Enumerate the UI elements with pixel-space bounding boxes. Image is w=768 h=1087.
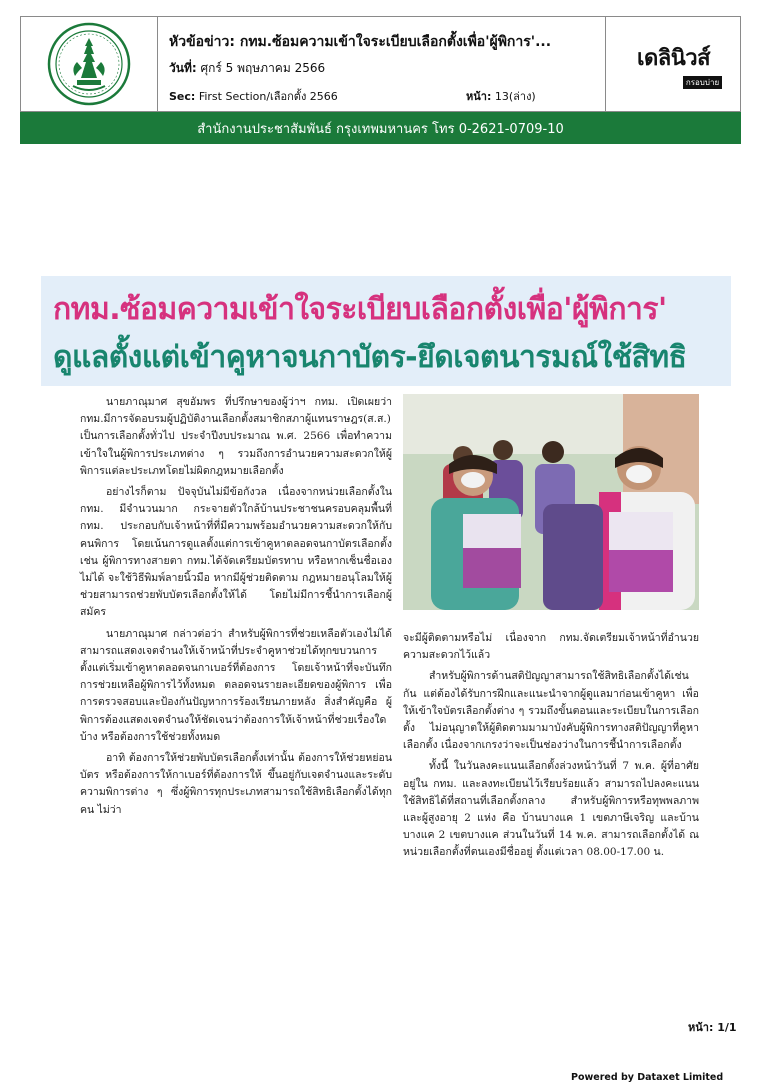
header (20, 16, 741, 112)
article-paragraph: สำหรับผู้พิการด้านสติปัญญาสามารถใช้สิทธิเลือกตั้งได้เช่นกัน แต่ต้องได้รับการฝึกและแนะนำจากผู้ดูแลมาก่อนเข้าคูหา เพื่อให้เข้าใจบัตรเลือกตั้งต่าง ๆ รวมถึงขั้นตอนและระเบียบในการเลือกตั้ง ไม่อนุญาตให้ผู้ติดตามมามาบังคับผู้พิการทางสติปัญญาที่คูหาเลือกตั้ง เนื่องจากเกรงว่าจะเป็นช่องว่างในการชี้นำการเลือกตั้ง (403, 670, 699, 752)
publication-edition: กรอบบ่าย (683, 76, 722, 89)
article-paragraph: นายภาณุมาศ กล่าวต่อว่า สำหรับผู้พิการที่ช่วยเหลือตัวเองไม่ได้ สามารถแสดงเจตจำนงให้เจ้าหน้าที่ประจำคูหาช่วยได้ทุกขบวนการตั้งแต่เริ่มเข้าคูหาตลอดจนกาเบอร์ที่ต้องการ โดยเจ้าหน้าที่จะบันทึกการช่วยเหลือผู้พิการไว้ทั้งหมด ตลอดจนรายละเอียดของผู้พิการ เพื่อการตรวจสอบและป้องกันปัญหาการร้องเรียนภายหลัง สิ่งสำคัญคือ ผู้พิการต้องแสดงเจตจำนงให้ชัดเจนว่าต้องการให้เจ้าหน้าที่ช่วยเรื่องใดบ้าง หรือต้องการใช้ช่วยทั้งหมด (80, 627, 392, 743)
article-paragraph: นายภาณุมาศ สุขอัมพร ที่ปรึกษาของผู้ว่าฯ กทม. เปิดเผยว่า กทม.มีการจัดอบรมผู้ปฏิบัติงานเลือกตั้งสมาชิกสภาผู้แทนราษฎร(ส.ส.) เป็นการเลือกตั้งทั่วไป ประจำปีงบประมาณ พ.ศ. 2566 เพื่อทำความเข้าใจในผู้พิการประเภทต่าง ๆ รวมถึงการอำนวยความสะดวกให้ผู้พิการแต่ละประเภทโดยไม่ผิดกฎหมายเลือกตั้ง (80, 396, 392, 477)
pr-banner: สำนักงานประชาสัมพันธ์ กรุงเทพมหานคร โทร 0-2621-0709-10 (20, 112, 741, 144)
news-photo-icon (403, 394, 699, 610)
article-column-left (80, 394, 392, 823)
powered-by: Powered by Dataxet Limited (571, 1072, 724, 1083)
news-section: Sec: First Section/เลือกตั้ง 2566 (169, 90, 338, 103)
news-photo (403, 394, 699, 610)
headline-line-2: ดูแลตั้งแต่เข้าคูหาจนกาบัตร-ยึดเจตนารมณ์ใช้สิทธิ (53, 340, 687, 375)
article-column-right (403, 630, 699, 866)
news-date: วันที่: ศุกร์ 5 พฤษภาคม 2566 (169, 61, 326, 75)
meta-cell (169, 17, 599, 111)
headline-box (41, 276, 731, 386)
publication-logo: เดลินิวส์ (636, 45, 711, 71)
news-page: หน้า: 13(ล่าง) (466, 90, 536, 103)
page-number: หน้า: 1/1 (688, 1021, 737, 1034)
bma-seal-icon (47, 22, 131, 106)
news-title: หัวข้อข่าว: กทม.ซ้อมความเข้าใจระเบียบเลือกตั้งเพื่อ'ผู้พิการ'... (169, 34, 552, 50)
headline-line-1: กทม.ซ้อมความเข้าใจระเบียบเลือกตั้งเพื่อ'ผู้พิการ' (53, 292, 667, 327)
publication-cell (605, 17, 741, 111)
article-paragraph: จะมีผู้ติดตามหรือไม่ เนื่องจาก กทม.จัดเตรียมเจ้าหน้าที่อำนวยความสะดวกไว้แล้ว (403, 632, 699, 662)
article-paragraph: อาทิ ต้องการให้ช่วยพับบัตรเลือกตั้งเท่านั้น ต้องการให้ช่วยหย่อนบัตร หรือต้องการให้กาเบอร์ที่ต้องการให้ ขึ้นอยู่กับเจตจำนงและระดับความพิการต่าง ๆ ซึ่งผู้พิการทุกประเภทสามารถใช้สิทธิเลือกตั้งได้ทุกคน ไม่ว่า (80, 752, 392, 816)
article-paragraph: ทั้งนี้ ในวันลงคะแนนเลือกตั้งล่วงหน้าวันที่ 7 พ.ค. ผู้ที่อาศัยอยู่ใน กทม. และลงทะเบียนไว้เรียบร้อยแล้ว สามารถไปลงคะแนนใช้สิทธิได้ที่สถานที่เลือกตั้งกลาง สำหรับผู้พิการหรือทุพพลภาพ และผู้สูงอายุ 2 แห่ง คือ บ้านบางแค 1 เขตภาษีเจริญ และบ้านบางแค 2 เขตบางแค ส่วนในวันที่ 14 พ.ค. สามารถเลือกตั้งได้ ณ หน่วยเลือกตั้งที่ตนเองมีชื่ออยู่ ตั้งแต่เวลา 08.00-17.00 น. (403, 760, 699, 859)
logo-cell (21, 17, 158, 111)
article-paragraph: อย่างไรก็ตาม ปัจจุบันไม่มีข้อกังวล เนื่องจากหน่วยเลือกตั้งใน กทม. มีจำนวนมาก กระจายตัวใกล้บ้านประชาชนครอบคลุมพื้นที่ กทม. ประกอบกับเจ้าหน้าที่ที่มีความพร้อมอำนวยความสะดวกให้กับคนพิการ โดยเน้นการดูแลตั้งแต่การเข้าคูหาตลอดจนกาบัตรเลือกตั้ง เช่น ผู้พิการทางสายตา กทม.ได้จัดเตรียมบัตรทาบ หรือหากเซ็นชื่อเองไม่ได้ จะใช้วิธีพิมพ์ลายนิ้วมือ หากมีผู้ช่วยติดตาม กฎหมายอนุโลมให้ผู้ช่วยสามารถช่วยพับบัตรเลือกตั้งให้ได้ โดยไม่มีการชี้นำการเลือกผู้สมัคร (80, 486, 392, 619)
